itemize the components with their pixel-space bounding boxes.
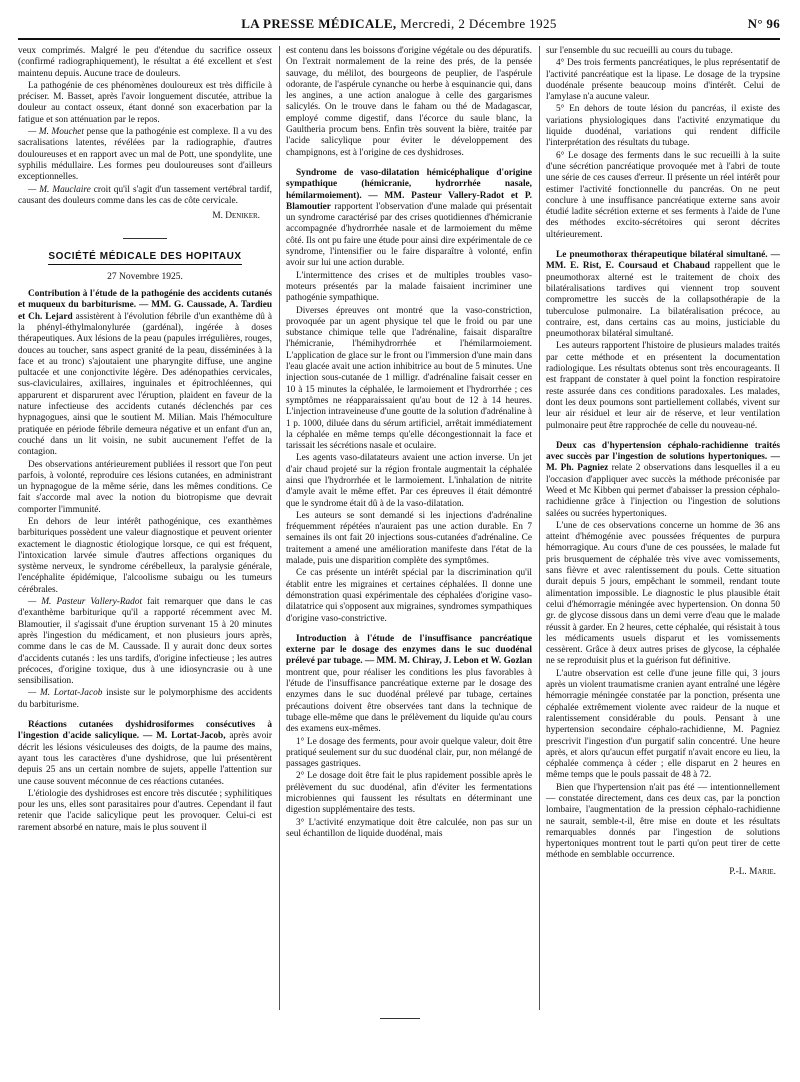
- paragraph: La pathogénie de ces phénomènes douloureux est très difficile à préciser. M. Basset, après l'avoir longuement discutée, attribue la douleur au contact osseux, étant donné son exacerbation par la fatigue et son atténuation par le repos.: [18, 80, 272, 125]
- paragraph-text: insiste sur le polymorphisme des accidents du barbiturisme.: [18, 688, 272, 710]
- author-signature: M. Deniker.: [212, 211, 260, 222]
- paragraph: Des observations antérieurement publiées il ressort que l'on peut parfois, à volonté, reproduire ces lésions cutanées, en administrant un hypnagogue de la même série, dans les mêmes conditions. Ce fait s'accorde mal avec la notion du biotropisme que devrait comporter l'immunité.: [18, 459, 272, 515]
- paragraph: sur l'ensemble du suc recueilli au cours du tubage.: [546, 46, 733, 56]
- issue-date: Mercredi, 2 Décembre 1925: [400, 16, 557, 31]
- paragraph: En dehors de leur intérêt pathogénique, ces exanthèmes barbituriques possèdent une valeur diagnostique et peuvent orienter exactement le diagnostic étiologique lorsque, ce qui est fréquent, l'intoxication larvée simule d'autres affections organiques du système nerveux, le syndrome cérébelleux, la paralysie générale, l'encéphalite épidémique, l'alcoolisme subaigu ou les tumeurs cérébrales.: [18, 516, 272, 595]
- article-title: Le pneumothorax thérapeutique bilatéral simultané. — MM. E. Rist, E. Coursaud et Chabaud: [546, 250, 780, 272]
- article-paragraph: [18, 720, 272, 788]
- page-number: N° 96: [747, 16, 780, 31]
- column-divider-1: [279, 46, 280, 1010]
- paragraph-text: montrent que, pour réaliser les conditions les plus favorables à l'étude de l'insuffisance pancréatique externe par le dosage des enzymes dans le suc duodénal prélevé par tubage, certaines précautions doivent être observées tant dans la technique de tubage elle-même que dans le prélèvement du liquide qu'au cours des examens eux-mêmes.: [286, 667, 532, 735]
- footer-rule: [380, 1018, 420, 1019]
- paragraph: 1° Le dosage des ferments, pour avoir quelque valeur, doit être pratiqué seulement sur du suc duodénal clair, pur, non mélangé de passages gastriques.: [286, 736, 532, 770]
- paragraph: Les auteurs rapportent l'histoire de plusieurs malades traités par cette méthode et en présentent la documentation radiologique. Les résultats obtenus sont très encourageants. Il est frappant de constater à quel point la fonction respiratoire reste assurée dans ces conditions paradoxales. Les malades, dont les deux poumons sont partiellement collabés, vivent sur leur air résiduel et leur air de réserve, et leur ventilation pulmonaire peut être rapprochée de celle du nouveau-né.: [546, 341, 780, 431]
- paragraph-text: fait remarquer que dans le cas d'exanthème barbiturique qu'il a rapporté récemment avec M. Blamoutier, il s'agissait d'une éruption survenant 15 à 20 minutes après l'ingestion du médicament, et non plusieurs jours après, comme dans le cas de M. Caussade. Il y aurait donc deux sortes d'accidents cutanés : les uns tardifs, d'origine infectieuse ; les autres précoces, d'origine toxique, dus à une idiosyncrasie ou à une sensibilisation.: [18, 597, 272, 687]
- header-rule: [18, 38, 780, 40]
- paragraph-text: assistèrent à l'évolution fébrile d'un exanthème dû à la phényl-éthylmalonylurée (gardénal), ingérée à doses thérapeutiques. Aux lésions de la peau (papules irrégulières, rouges, douces au toucher, sans aspect granité de la peau, disséminées à la face et au tronc) s'ajoutaient une pharyngite diffuse, une angine pultacée et une conjonctivite légère. Des adénopathies cervicales, sus-claviculaires, axillaires, inguinales et épitrochléennes, qui apparurent et disparurent avec l'éruption, plaident en faveur de la nature infectieuse des accidents cutanés déclenchés par ces hypnagogues, ainsi que le soutient M. Milian. Mais l'hémoculture pratiquée en période fébrile demeura négative et un enfant d'un an, couché dans un lit voisin, ne subit aucunement l'effet de la contagion.: [18, 311, 272, 458]
- running-title: [18, 16, 780, 32]
- paragraph-text: rappellent que le pneumothorax alterné est le traitement de choix des bilatéralisations tardives qui viennent trop souvent compromettre les succès de la collapsothérapie de la tuberculose pulmonaire. La bilatéralisation précoce, au contraire, est, dans certains cas au moins, justiciable du pneumothorax bilatéral simultané.: [546, 261, 780, 340]
- paragraph: Ce cas présente un intérêt spécial par la discrimination qu'il établit entre les migraines et certaines céphalées. Il donne une démonstration quasi expérimentale des céphalées d'origine vaso-dilatatrice qui s'opposent aux migraines, syndromes sympathiques d'origine vaso-constrictive.: [286, 568, 532, 624]
- paragraph: Bien que l'hypertension n'ait pas été — intentionnellement — constatée directement, dans ces deux cas, par la ponction lombaire, l'augmentation de la pression céphalo-rachidienne ne saurait, semble-t-il, être mise en doute et les résultats remarquables donnés par l'ingestion de solutions hypertoniques montrent tout le parti qu'on peut tirer de cette méthode en semblable occurrence.: [546, 782, 780, 861]
- paragraph: [18, 688, 272, 711]
- column-3: [546, 46, 780, 1006]
- column-2: [286, 46, 532, 1006]
- speaker-name: — M. Pasteur Vallery-Radot: [28, 597, 143, 608]
- paragraph: 2° Le dosage doit être fait le plus rapidement possible après le prélèvement du suc duodénal, afin d'éviter les fermentations microbiennes qui faussent les résultats en déterminant une digestion supplémentaire des tests.: [286, 771, 532, 816]
- paragraph-text: relate 2 observations dans lesquelles il a eu l'occasion d'appliquer avec succès la méthode préconisée par Weed et Mc Kibben qui permet d'abaisser la pression céphalo-rachidienne grâce à l'injection ou l'ingestion de solutions salées ou sucrées hypertoniques.: [546, 463, 780, 519]
- paragraph: [18, 127, 272, 183]
- article-paragraph: [546, 441, 780, 520]
- speaker-name: — M. Mouchet: [28, 127, 84, 138]
- paragraph: L'autre observation est celle d'une jeune fille qui, 3 jours après un violent traumatisme cranien ayant entraîné une légère hémorragie méningée constatée par la ponction, présenta une céphalée extrêmement violente avec raideur de la nuque et ralentissement considérable du pouls. Pensant à une hypertension secondaire céphalo-rachidienne, M. Pagniez prescrivit l'ingestion d'un purgatif salin concentré. Une heure après, et alors qu'aucun effet purgatif n'avait encore eu lieu, la céphalée commença à céder ; elle disparut en 2 heures en même temps que le pouls passait de 48 à 72.: [546, 668, 780, 781]
- paragraph: L'une de ces observations concerne un homme de 36 ans atteint d'hémogénie avec poussées fréquentes de purpura hémorragique. Au cours d'une de ces poussées, le malade fut pris brusquement de céphalée très vive avec vomissements, sans fièvre et avec ralentissement du pouls. Cette situation durait depuis 5 jours, empêchant le sommeil, rendant toute alimentation impossible. Le diagnostic le plus plausible était celui d'hémorragie méningée avec hypertension. On donna 50 gr. de glycose dissous dans un demi verre d'eau que le malade réussit à garder. En 2 heures, cette céphalée, qui résistait à tous les médicaments usuels disparut et les vomissements cessèrent. Grâce à deux autres prises de glycose, la céphalée ne se reproduisit plus et la guérison fut définitive.: [546, 520, 780, 667]
- article-paragraph: [546, 250, 780, 340]
- article-title: Deux cas d'hypertension céphalo-rachidienne traités avec succès par l'ingestion de solutions hypertoniques. — M. Ph. Pagniez: [546, 440, 780, 474]
- column-divider-2: [539, 46, 540, 1010]
- paragraph: est contenu dans les boissons d'origine végétale ou des dépuratifs. On l'extrait normalement de la reine des prés, de la pensée sauvage, du mélilot, des bourgeons de peuplier, de l'aspérule odorante, de l'aspérule cynanche ou herbe à esquinancie qui, dans les angines, a une action analogue à celle des gargarismes salicylés. On le trouve dans le faham ou thé de Madagascar, employé comme digestif, dans l'écorce du saule blanc, la Gaultheria procum bens. Enfin très souvent la bière, traitée par l'acide salicylique pour éviter le développement des champignons, est à l'origine de ces dyshidroses.: [286, 46, 532, 158]
- paragraph: L'étiologie des dyshidroses est encore très discutée ; syphilitiques pour les uns, elles sont parasitaires pour d'autres. Cependant il faut retenir que l'acide salicylique peut les provoquer. Celui-ci est rarement absorbé en nature, mais le plus souvent il: [18, 788, 272, 833]
- paragraph: Les auteurs se sont demandé si les injections d'adrénaline fréquemment répétées n'auraient pas une action durable. En 7 semaines ils ont fait 20 injections sous-cutanées d'adrénaline. Ce traitement a amené une amélioration manifeste dans l'état de la malade, puis une disparition complète des symptômes.: [286, 510, 532, 567]
- paragraph: L'intermittence des crises et de multiples troubles vaso-moteurs présentés par la malade faisaient incriminer une pathogénie sympathique.: [286, 270, 532, 304]
- article-paragraph: [286, 168, 532, 270]
- page-header: [18, 8, 780, 42]
- article-paragraph: [18, 289, 272, 458]
- article-title: Syndrome de vaso-dilatation hémicéphalique d'origine sympathique (hémicranie, hydrorrhée nasale, hémilarmoiement). — MM. Pasteur Vallery-Radot et P. Blamoutier: [286, 167, 532, 212]
- paragraph: [18, 185, 272, 208]
- paragraph-text: croit qu'il s'agit d'un tassement vertébral tardif, causant des douleurs comme dans les cas de côte cervicale.: [18, 184, 272, 206]
- paragraph: [18, 597, 272, 687]
- paragraph: Les agents vaso-dilatateurs avaient une action inverse. Un jet d'air chaud projeté sur la région frontale augmentait la céphalée ainsi que l'hydrorrhée et le larmoiement. L'inhalation de nitrite d'amyle avait le même effet. Par ces épreuves il était démontré que le syndrome était dû à de la vaso-dilatation.: [286, 453, 532, 509]
- paragraph: Diverses épreuves ont montré que la vaso-constriction, provoquée par un agent physique tel que le froid ou par une substance chimique telle que l'adrénaline, faisait disparaître l'hémicranie, l'hémihydrorrhée et l'hémilarmoiement. L'application de glace sur le front ou l'immersion d'une main dans l'eau glacée avait une action inhibitrice au bout de 5 minutes. Une injection sous-cutanée de 1 milligr. d'adrénaline faisait cesser en 10 à 15 minutes la céphalée, le larmoiement et l'hydrorrhée ; ces symptômes ne réapparaissaient qu'au bout de 12 à 14 heures. L'injection intraveineuse d'une goutte de la solution d'adrénaline à 1 p. 1000, diluée dans du sérum artificiel, arrêtait immédiatement la céphalée en même temps qu'elle décongestionnait la face et tarissait les sécrétions nasale et oculaire.: [286, 305, 532, 452]
- speaker-name: — M. Mauclaire: [28, 184, 91, 195]
- section-date: 27 Novembre 1925.: [107, 271, 183, 282]
- paragraph: 3° L'activité enzymatique doit être calculée, non pas sur un seul échantillon de liquide duodénal, mais: [286, 817, 532, 839]
- paragraph-text: après avoir décrit les lésions vésiculeuses des doigts, de la paume des mains, ayant tous les caractères d'une dyshidrose, que lui présentèrent depuis 25 ans un certain nombre de sujets, appelle l'attention sur une cause souvent méconnue de ces réactions cutanées.: [18, 731, 272, 787]
- article-title: Introduction à l'étude de l'insuffisance pancréatique externe par le dosage des enzymes dans le suc duodénal prélevé par tubage. — MM. M. Chiray, J. Lebon et W. Gozlan: [286, 633, 532, 667]
- paragraph-text: rapportent l'observation d'une malade qui présentait un syndrome caractérisé par des crises quotidiennes d'hémicranie accompagnée d'hydrorrhée nasale et de larmoiement du même côté. Ils ont pu faire une étude pour ainsi dire expérimentale de ce syndrome, l'intensifier ou le faire disparaître à volonté, enfin avoir sur lui une action durable.: [286, 201, 532, 269]
- speaker-name: — M. Lortat-Jacob: [28, 688, 103, 699]
- author-signature: P.-L. Marie.: [729, 866, 776, 877]
- paragraph: veux comprimés. Malgré le peu d'étendue du sacrifice osseux (confirmé radiographiquement), le résultat a été excellent et s'est maintenu depuis. Aucune trace de douleurs.: [18, 46, 272, 79]
- journal-name: LA PRESSE MÉDICALE,: [241, 16, 397, 31]
- section-separator: [123, 238, 167, 239]
- paragraph: 6° Le dosage des ferments dans le suc recueilli à la suite d'une sécrétion pancréatique provoquée met à l'abri de toute une série de ces causes d'erreur. Il présente un réel intérêt pour estimer l'activité fonctionnelle du pancréas. On ne peut conclure à une insuffisance pancréatique externe sans avoir étudié ladite sécrétion externe et ses ferments à l'aide de l'une des méthodes excito-sécrétoires qui seront décrites ultérieurement.: [546, 150, 780, 240]
- paragraph: 4° Des trois ferments pancréatiques, le plus représentatif de l'activité pancréatique est la lipase. Le dosage de la trypsine duodénale présente beaucoup moins d'intérêt. Celui de l'amylase n'a aucune valeur.: [546, 58, 780, 103]
- paragraph: 5° En dehors de toute lésion du pancréas, il existe des variations physiologiques dans l'activité enzymatique du liquide duodénal, variations qui rendent difficile l'interprétation des résultats du tubage.: [546, 104, 780, 149]
- article-title: Contribution à l'étude de la pathogénie des accidents cutanés et muqueux du barbiturisme. — MM. G. Caussade, A. Tardieu et Ch. Lejard: [18, 289, 272, 322]
- section-heading: [18, 238, 272, 283]
- section-title: SOCIÉTÉ MÉDICALE DES HOPITAUX: [48, 251, 241, 264]
- column-1: [18, 46, 272, 1006]
- article-title: Réactions cutanées dyshidrosiformes consécutives à l'ingestion d'acide salicylique. — M. Lortat-Jacob,: [18, 720, 272, 742]
- paragraph-text: pense que la pathogénie est complexe. Il a vu des sacralisations latentes, révélées par la radiographie, d'autres douloureuses et en rapport avec un mal de Pott, une spondylite, une syphilis médullaire. Les formes peu douloureuses sont d'ailleurs exceptionnelles.: [18, 127, 272, 183]
- article-paragraph: [286, 634, 532, 736]
